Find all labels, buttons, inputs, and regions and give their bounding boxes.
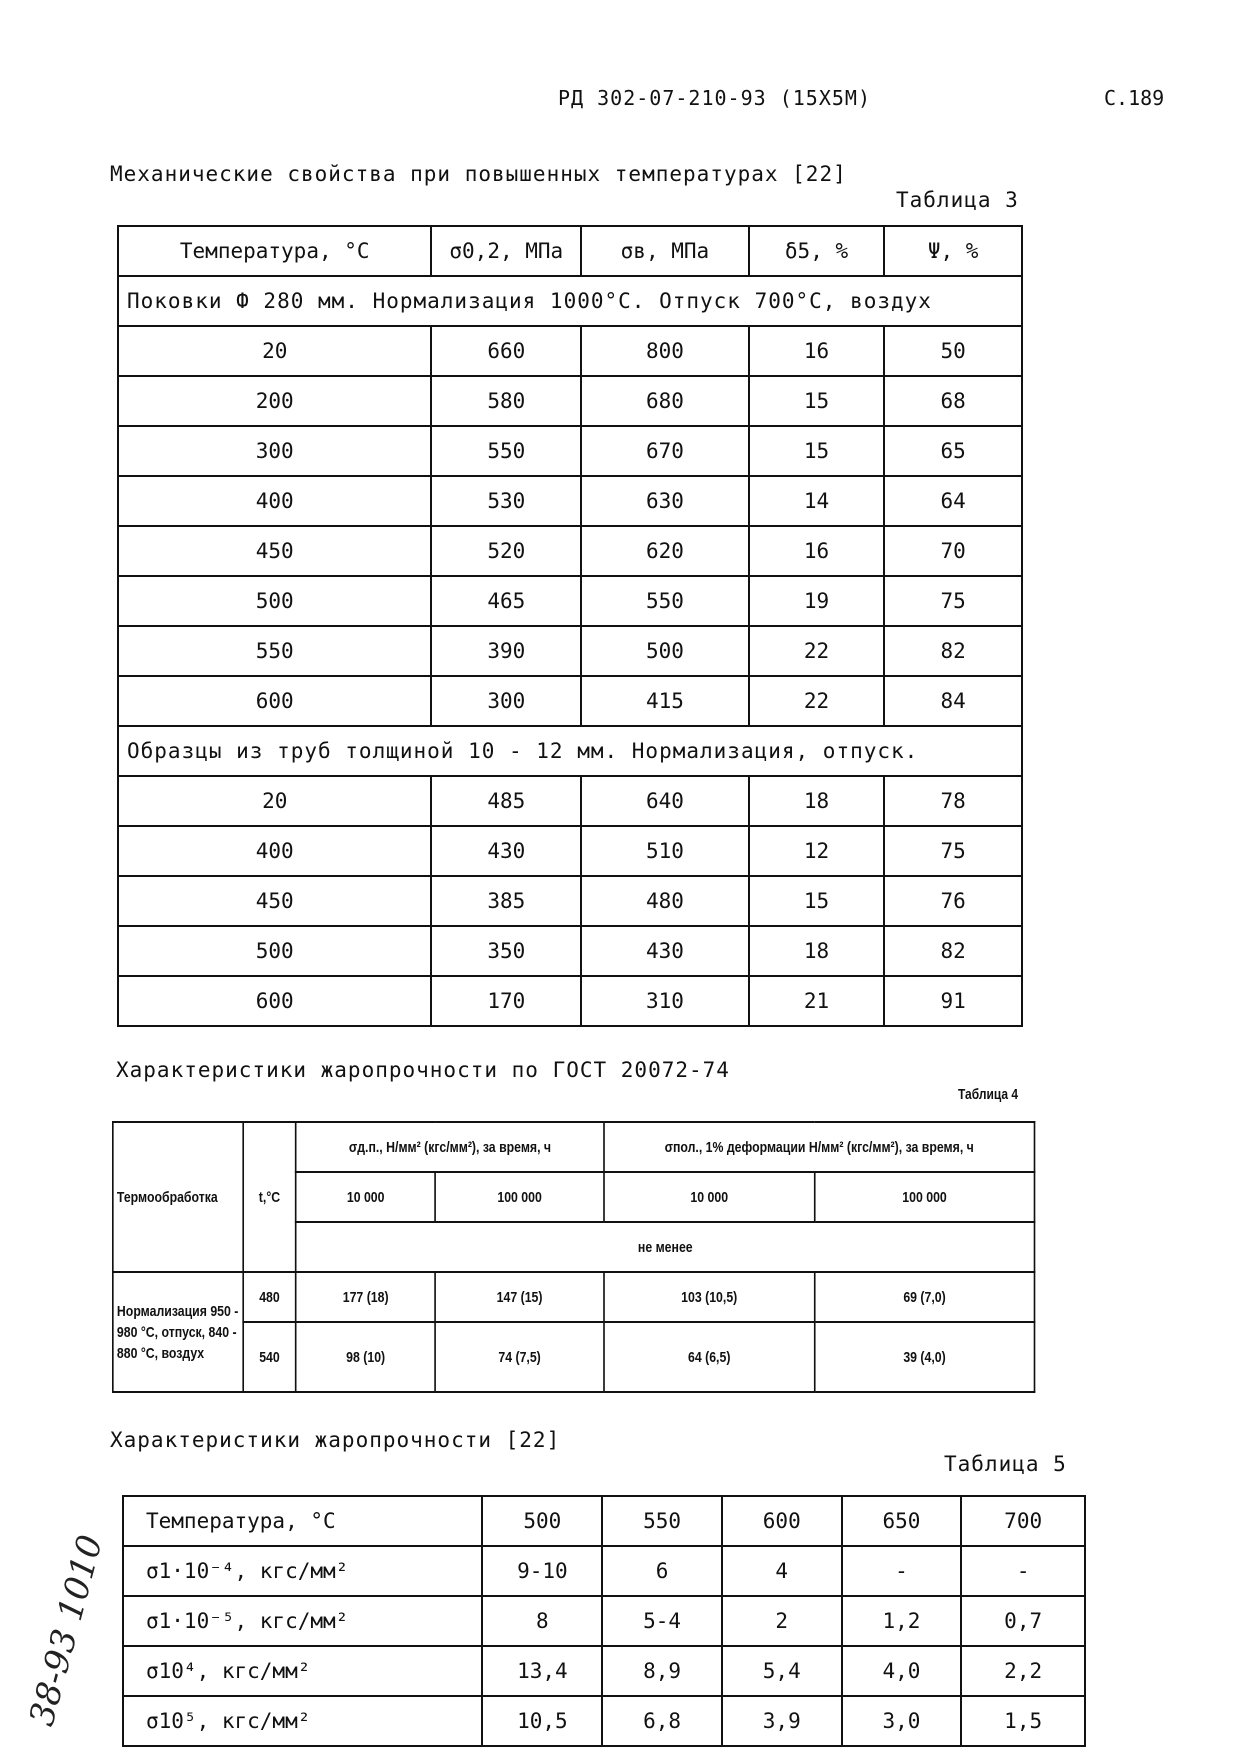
table-cell: 103 (10,5) xyxy=(604,1272,815,1322)
table-row xyxy=(123,1546,1085,1596)
table-cell: 3,0 xyxy=(842,1696,962,1746)
col-temperature: Температура, °С xyxy=(123,1496,482,1546)
table3-caption: Таблица 3 xyxy=(896,188,1019,212)
table-cell: 600 xyxy=(118,676,431,726)
document-id: РД 302-07-210-93 (15Х5М) xyxy=(558,86,871,110)
row-label: σ10⁵, кгс/мм² xyxy=(123,1696,482,1746)
table-cell: 22 xyxy=(749,626,885,676)
table-cell: 14 xyxy=(749,476,885,526)
table-cell: 530 xyxy=(431,476,581,526)
table-row xyxy=(118,626,1022,676)
temp-cell: 550 xyxy=(602,1496,722,1546)
table-cell: 91 xyxy=(884,976,1022,1026)
table-cell: 540 xyxy=(243,1322,296,1392)
table-cell: 18 xyxy=(749,776,885,826)
table3-group2: Образцы из труб толщиной 10 - 12 мм. Нормализация, отпуск. xyxy=(118,726,1022,776)
table-cell: 200 xyxy=(118,376,431,426)
table-cell: 170 xyxy=(431,976,581,1026)
table-cell: 1,5 xyxy=(961,1696,1085,1746)
table-cell: 6,8 xyxy=(602,1696,722,1746)
treatment-cell: Нормализация 950 - 980 °С, отпуск, 840 - 880 °С, воздух xyxy=(113,1272,243,1392)
table-row xyxy=(123,1596,1085,1646)
table-cell: 8 xyxy=(482,1596,602,1646)
time-10000-a: 10 000 xyxy=(296,1172,435,1222)
table-row xyxy=(118,426,1022,476)
table-cell: 15 xyxy=(749,876,885,926)
table-cell: 480 xyxy=(581,876,749,926)
table-cell: 450 xyxy=(118,876,431,926)
col-temperature: Температура, °С xyxy=(118,226,431,276)
table-cell: 500 xyxy=(118,926,431,976)
table3-header-row xyxy=(118,226,1022,276)
table-cell: 147 (15) xyxy=(435,1272,604,1322)
table-cell: 78 xyxy=(884,776,1022,826)
temp-cell: 500 xyxy=(482,1496,602,1546)
handwritten-margin-note: 38-93 1010 xyxy=(21,1531,112,1731)
table-cell: 0,7 xyxy=(961,1596,1085,1646)
col-reduction: Ψ, % xyxy=(884,226,1022,276)
col-elongation: δ5, % xyxy=(749,226,885,276)
table5-title: Характеристики жаропрочности [22] xyxy=(110,1428,561,1452)
table-cell: 98 (10) xyxy=(296,1322,435,1392)
table-cell: 9-10 xyxy=(482,1546,602,1596)
col-creep-limit: σпол., 1% деформации Н/мм² (кгс/мм²), за время, ч xyxy=(604,1122,1035,1172)
col-rupture-strength: σд.п., Н/мм² (кгс/мм²), за время, ч xyxy=(296,1122,604,1172)
table-cell: 620 xyxy=(581,526,749,576)
table-row xyxy=(118,576,1022,626)
table-cell: 70 xyxy=(884,526,1022,576)
not-less-label: не менее xyxy=(296,1222,1034,1272)
time-100000-b: 100 000 xyxy=(815,1172,1035,1222)
table-cell: 510 xyxy=(581,826,749,876)
table-cell: 177 (18) xyxy=(296,1272,435,1322)
table-cell: 76 xyxy=(884,876,1022,926)
table5-header-row xyxy=(123,1496,1085,1546)
row-label: σ10⁴, кгс/мм² xyxy=(123,1646,482,1696)
table-cell: 465 xyxy=(431,576,581,626)
table-cell: 550 xyxy=(581,576,749,626)
table-cell: 485 xyxy=(431,776,581,826)
table-cell: 660 xyxy=(431,326,581,376)
table-cell: 550 xyxy=(118,626,431,676)
table-row xyxy=(118,976,1022,1026)
table-cell: 500 xyxy=(581,626,749,676)
table-row xyxy=(118,526,1022,576)
table-cell: 430 xyxy=(581,926,749,976)
table-cell: 15 xyxy=(749,426,885,476)
table-cell: 480 xyxy=(243,1272,296,1322)
table-cell: 390 xyxy=(431,626,581,676)
col-yield-strength: σ0,2, МПа xyxy=(431,226,581,276)
table-cell: 3,9 xyxy=(722,1696,842,1746)
table-cell: 670 xyxy=(581,426,749,476)
table-cell: 310 xyxy=(581,976,749,1026)
table-row xyxy=(123,1696,1085,1746)
table-cell: - xyxy=(961,1546,1085,1596)
table-cell: 5-4 xyxy=(602,1596,722,1646)
table-cell: 19 xyxy=(749,576,885,626)
table-cell: 10,5 xyxy=(482,1696,602,1746)
page-number: С.189 xyxy=(1104,86,1165,110)
table-row xyxy=(118,676,1022,726)
table-cell: 20 xyxy=(118,776,431,826)
table-cell: 75 xyxy=(884,826,1022,876)
table4-title: Характеристики жаропрочности по ГОСТ 20072-74 xyxy=(116,1058,730,1082)
table-cell: 400 xyxy=(118,826,431,876)
table5 xyxy=(122,1495,1086,1747)
table-cell: 350 xyxy=(431,926,581,976)
table-cell: 12 xyxy=(749,826,885,876)
table-cell: 39 (4,0) xyxy=(815,1322,1035,1392)
row-label: σ1·10⁻⁵, кгс/мм² xyxy=(123,1596,482,1646)
table-cell: 15 xyxy=(749,376,885,426)
table-cell: 2,2 xyxy=(961,1646,1085,1696)
table3-title: Механические свойства при повышенных температурах [22] xyxy=(110,162,847,186)
table-cell: 500 xyxy=(118,576,431,626)
table-row xyxy=(118,826,1022,876)
table-cell: 415 xyxy=(581,676,749,726)
table-cell: 75 xyxy=(884,576,1022,626)
table-cell: 630 xyxy=(581,476,749,526)
table-cell: 74 (7,5) xyxy=(435,1322,604,1392)
table-row xyxy=(118,926,1022,976)
table-cell: 450 xyxy=(118,526,431,576)
table3-group1: Поковки Ф 280 мм. Нормализация 1000°С. Отпуск 700°С, воздух xyxy=(118,276,1022,326)
table-cell: 6 xyxy=(602,1546,722,1596)
table-cell: 84 xyxy=(884,676,1022,726)
table-cell: 580 xyxy=(431,376,581,426)
table-cell: 50 xyxy=(884,326,1022,376)
table-cell: 4 xyxy=(722,1546,842,1596)
table-cell: 16 xyxy=(749,326,885,376)
table-cell: 430 xyxy=(431,826,581,876)
table-cell: 4,0 xyxy=(842,1646,962,1696)
table-cell: 1,2 xyxy=(842,1596,962,1646)
temp-cell: 650 xyxy=(842,1496,962,1546)
table-row xyxy=(118,876,1022,926)
table-cell: 16 xyxy=(749,526,885,576)
table-row xyxy=(118,476,1022,526)
table4 xyxy=(112,1121,1035,1393)
table-cell: 300 xyxy=(118,426,431,476)
table-cell: 520 xyxy=(431,526,581,576)
table-cell: 640 xyxy=(581,776,749,826)
table-cell: 400 xyxy=(118,476,431,526)
table3 xyxy=(117,225,1023,1027)
table-cell: 64 xyxy=(884,476,1022,526)
temp-cell: 600 xyxy=(722,1496,842,1546)
time-100000-a: 100 000 xyxy=(435,1172,604,1222)
table-cell: 22 xyxy=(749,676,885,726)
table-cell: - xyxy=(842,1546,962,1596)
table-row xyxy=(123,1646,1085,1696)
table-cell: 5,4 xyxy=(722,1646,842,1696)
table-cell: 20 xyxy=(118,326,431,376)
table-cell: 300 xyxy=(431,676,581,726)
table-cell: 13,4 xyxy=(482,1646,602,1696)
table-cell: 64 (6,5) xyxy=(604,1322,815,1392)
col-treatment: Термообработка xyxy=(113,1122,243,1272)
table-cell: 600 xyxy=(118,976,431,1026)
table5-caption: Таблица 5 xyxy=(944,1452,1067,1476)
table-row xyxy=(118,376,1022,426)
table-cell: 680 xyxy=(581,376,749,426)
table-cell: 800 xyxy=(581,326,749,376)
table-row xyxy=(118,326,1022,376)
table-cell: 68 xyxy=(884,376,1022,426)
table-cell: 8,9 xyxy=(602,1646,722,1696)
table-cell: 82 xyxy=(884,926,1022,976)
table-cell: 2 xyxy=(722,1596,842,1646)
col-temp: t,°С xyxy=(243,1122,296,1272)
table-cell: 385 xyxy=(431,876,581,926)
temp-cell: 700 xyxy=(961,1496,1085,1546)
row-label: σ1·10⁻⁴, кгс/мм² xyxy=(123,1546,482,1596)
table-cell: 21 xyxy=(749,976,885,1026)
table-cell: 69 (7,0) xyxy=(815,1272,1035,1322)
col-tensile-strength: σв, МПа xyxy=(581,226,749,276)
table-cell: 65 xyxy=(884,426,1022,476)
table-row xyxy=(118,776,1022,826)
table-cell: 18 xyxy=(749,926,885,976)
table-cell: 82 xyxy=(884,626,1022,676)
time-10000-b: 10 000 xyxy=(604,1172,815,1222)
table-cell: 550 xyxy=(431,426,581,476)
table4-caption: Таблица 4 xyxy=(958,1086,1019,1103)
